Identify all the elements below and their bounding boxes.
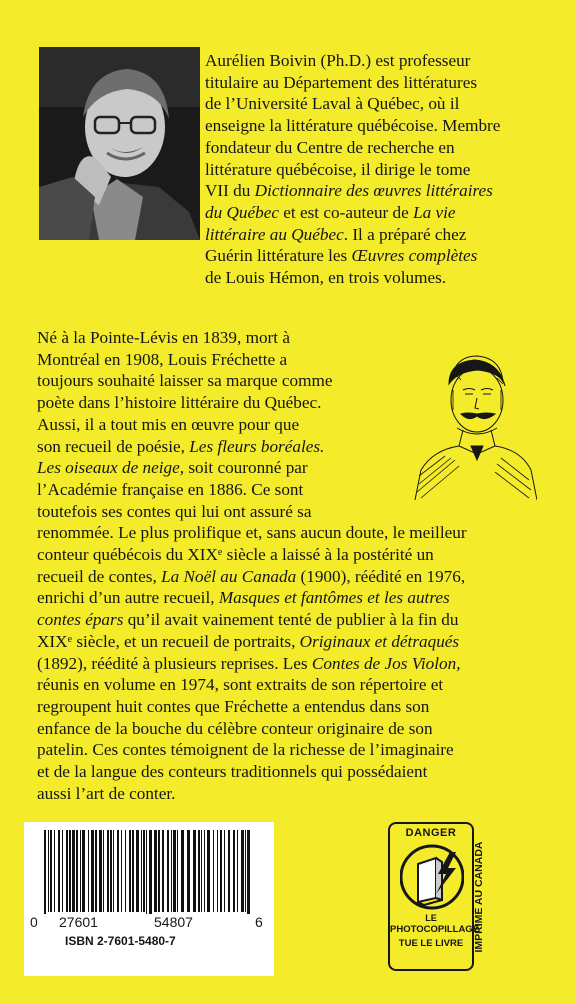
text-line (205, 224, 545, 246)
barcode-bar (149, 830, 152, 914)
italic-title: La vie (413, 202, 456, 222)
barcode-bar (207, 830, 210, 912)
barcode-bar (158, 830, 160, 912)
text-line (37, 674, 537, 696)
barcode-bar (141, 830, 142, 912)
text-run: de Louis Hémon, en trois volumes. (205, 268, 447, 288)
danger-line-2: TUE LE LIVRE (398, 938, 464, 949)
italic-title: Dictionnaire des œuvres littéraires (254, 181, 493, 201)
barcode-bar (171, 830, 172, 912)
italic-title: Masques et fantômes et les autres (218, 588, 450, 608)
barcode-bar (143, 830, 145, 912)
barcode-digit-first: 0 (30, 914, 38, 930)
barcode-bar (233, 830, 235, 912)
barcode-bar (173, 830, 176, 912)
barcode (24, 822, 274, 914)
text-run: poète dans l’histoire littéraire du Québec. (37, 393, 322, 413)
text-run: XIX (37, 631, 68, 651)
superscript: e (67, 633, 73, 645)
barcode-bar (129, 830, 131, 912)
text-line (37, 783, 537, 805)
text-run: l’Académie française en 1886. Ce sont (37, 479, 304, 499)
text-run: Aussi, il a tout mis en œuvre pour que (37, 414, 300, 434)
text-run: soit couronné par (184, 458, 308, 478)
barcode-bar (132, 830, 134, 912)
barcode-bar (213, 830, 214, 912)
text-run: réunis en volume en 1974, sont extraits de son répertoire et (37, 675, 444, 695)
barcode-bar (117, 830, 119, 912)
barcode-bar (220, 830, 222, 912)
barcode-bar (154, 830, 157, 912)
barcode-digit-group-1: 27601 (59, 914, 98, 930)
text-line (37, 609, 537, 631)
text-line (37, 501, 537, 523)
text-run: littérature québécoise, il dirige le tome (205, 159, 471, 179)
barcode-bar (58, 830, 60, 912)
danger-le: LE (425, 913, 437, 923)
text-run: titulaire au Département des littératures (205, 72, 478, 92)
barcode-bar (88, 830, 89, 912)
text-run: fondateur du Centre de recherche en (205, 137, 455, 157)
barcode-bar (204, 830, 205, 912)
text-run: et est co-auteur de (278, 202, 414, 222)
text-line (205, 202, 545, 224)
text-run: de l’Université Laval à Québec, où il (205, 94, 460, 114)
barcode-bar (103, 830, 104, 912)
text-line (205, 115, 545, 137)
barcode-bar (146, 830, 147, 914)
imprint-vertical (471, 822, 486, 972)
text-run: renommée. Le plus prolifique et, sans aucun doute, le meilleur (37, 523, 467, 543)
text-line (37, 718, 537, 740)
barcode-bar (125, 830, 126, 912)
text-run: enseigne la littérature québécoise. Membre (205, 116, 501, 136)
text-run: Guérin littérature les (205, 246, 352, 266)
text-line (37, 761, 537, 783)
text-line (205, 159, 545, 181)
barcode-bar (80, 830, 81, 912)
barcode-digit-group-2: 54807 (154, 914, 193, 930)
text-line (37, 327, 537, 349)
barcode-bar (99, 830, 102, 912)
barcode-bar (121, 830, 122, 912)
barcode-bar (48, 830, 49, 912)
text-run: aussi l’art de conter. (37, 783, 176, 803)
text-line (205, 72, 545, 94)
text-run: patelin. Ces contes témoignent de la richesse de l’imaginaire (37, 740, 454, 760)
isbn-label: ISBN 2-7601-5480-7 (65, 934, 176, 948)
barcode-bar (136, 830, 139, 912)
text-run: VII du (205, 181, 255, 201)
text-run: . Il a préparé chez (343, 224, 467, 244)
barcode-bar (82, 830, 85, 912)
text-run: regroupent huit contes que Fréchette a entendus dans son (37, 696, 430, 716)
barcode-digits (24, 914, 274, 930)
italic-title: Contes de Jos Violon, (311, 653, 461, 673)
text-run: enrichi d’un autre recueil, (37, 588, 219, 608)
barcode-bar (201, 830, 202, 912)
text-line (205, 180, 545, 202)
text-line (37, 631, 537, 653)
barcode-bar (162, 830, 164, 912)
barcode-bar (69, 830, 71, 912)
text-line (37, 739, 537, 761)
superscript: e (217, 547, 223, 559)
barcode-bar (224, 830, 225, 912)
barcode-bar (62, 830, 63, 912)
text-run: toutefois ses contes qui lui ont assuré sa (37, 501, 312, 521)
barcode-bar (193, 830, 196, 912)
text-line (37, 653, 537, 675)
barcode-bar (110, 830, 112, 912)
text-run: recueil de contes, (37, 566, 162, 586)
barcode-bar (237, 830, 238, 912)
text-run: Né à la Pointe-Lévis en 1839, mort à (37, 328, 290, 347)
barcode-bar (181, 830, 184, 912)
text-run: (1900), réédité en 1976, (296, 566, 466, 586)
text-line (37, 696, 537, 718)
danger-line-1: PHOTOCOPILLAGE (390, 924, 480, 935)
italic-title: contes épars (37, 610, 124, 630)
barcode-bar (76, 830, 78, 912)
barcode-bar (228, 830, 230, 912)
italic-title: du Québec (205, 202, 279, 222)
text-run: conteur québécois du XIX (37, 545, 218, 565)
italic-title: Originaux et détraqués (299, 631, 460, 651)
barcode-bar (72, 830, 75, 912)
text-run: (1892), réédité à plusieurs reprises. Les (37, 653, 312, 673)
barcode-bar (167, 830, 169, 912)
barcode-bar (177, 830, 178, 912)
author-bio (205, 50, 545, 289)
barcode-bar (50, 830, 52, 912)
barcode-bar (198, 830, 200, 912)
text-run: son recueil de poésie, (37, 436, 190, 456)
barcode-digit-last: 6 (255, 914, 263, 930)
text-line (205, 267, 545, 289)
text-line (37, 566, 537, 588)
text-run: Aurélien Boivin (Ph.D.) est professeur (205, 51, 471, 70)
text-line (205, 50, 545, 72)
text-run: enfance de la bouche du célèbre conteur originaire de son (37, 718, 433, 738)
italic-title: littéraire au Québec (205, 224, 344, 244)
barcode-box (24, 822, 274, 976)
text-line (37, 587, 537, 609)
barcode-bar (107, 830, 109, 912)
barcode-bar (247, 830, 250, 914)
barcode-bar (217, 830, 218, 912)
italic-title: Les fleurs boréales. (189, 436, 325, 456)
text-line (205, 93, 545, 115)
imprint-text: IMPRIMÉ AU CANADA (472, 841, 485, 953)
text-run: Montréal en 1908, Louis Fréchette a (37, 349, 288, 369)
book-lightning-icon (400, 842, 464, 912)
barcode-bar (113, 830, 114, 912)
barcode-bar (54, 830, 55, 912)
text-run: toujours souhaité laisser sa marque comme (37, 371, 333, 391)
barcode-bar (66, 830, 68, 912)
barcode-bar (241, 830, 244, 912)
barcode-bar (187, 830, 190, 912)
italic-title: La Noël au Canada (161, 566, 297, 586)
text-run: qu’il avait vainement tenté de publier à la fin du (123, 610, 459, 630)
barcode-bar (245, 830, 246, 912)
barcode-bar (95, 830, 97, 912)
text-run: siècle a laissé à la postérité un (222, 545, 434, 565)
text-line (37, 522, 537, 544)
text-line (205, 137, 545, 159)
text-run: et de la langue des conteurs traditionnels qui possédaient (37, 762, 428, 782)
text-run: siècle, et un recueil de portraits, (72, 631, 300, 651)
barcode-bar (44, 830, 46, 914)
barcode-bar (91, 830, 94, 912)
frechette-portrait (405, 350, 537, 500)
danger-title: DANGER (405, 827, 457, 839)
author-photo (39, 47, 200, 240)
text-line (37, 544, 537, 566)
text-line (205, 245, 545, 267)
italic-title: Œuvres complètes (351, 246, 478, 266)
italic-title: Les oiseaux de neige, (37, 458, 185, 478)
